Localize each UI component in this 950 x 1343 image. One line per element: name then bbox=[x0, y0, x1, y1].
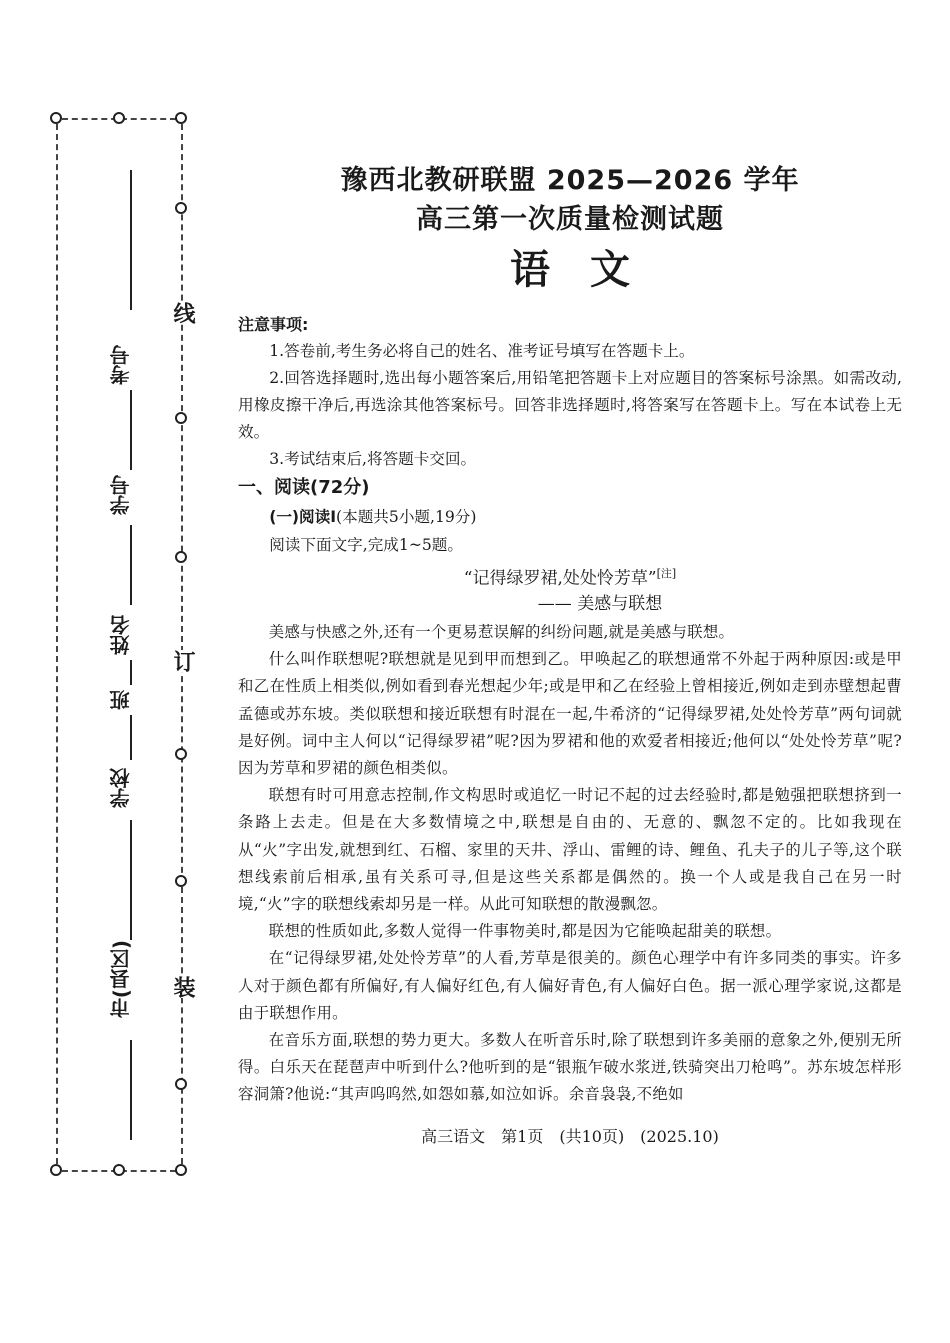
exam-page-content bbox=[238, 150, 902, 1109]
page-footer: 高三语文 第1页 (共10页) (2025.10) bbox=[421, 1127, 719, 1146]
cut-char-zhuang: 装 bbox=[170, 976, 196, 998]
notice-item-3: 3.考试结束后,将答题卡交回。 bbox=[269, 450, 477, 468]
subsection-heading bbox=[238, 503, 902, 531]
ring-icon bbox=[50, 112, 62, 124]
essay-paragraph: 在音乐方面,联想的势力更大。多数人在听音乐时,除了联想到许多美丽的意象之外,便别无所得。白乐天在琵琶声中听到什么?他听到的是“银瓶乍破水浆迸,铁骑突出刀枪鸣”。苏东坡怎样形容洞箫?他说:“其声呜呜然,如怨如慕,如泣如诉。余音袅袅,不绝如 bbox=[238, 1031, 902, 1104]
notice-item-1: 1.答卷前,考生务必将自己的姓名、准考证号填写在答题卡上。 bbox=[269, 342, 695, 360]
subsection-detail: (本题共5小题,19分) bbox=[336, 508, 477, 526]
essay-title bbox=[238, 559, 902, 589]
cut-char-ding: 订 bbox=[170, 650, 196, 672]
ring-icon bbox=[175, 1078, 187, 1090]
ban-underline bbox=[130, 660, 132, 685]
reading-instruction: 阅读下面文字,完成1~5题。 bbox=[269, 536, 463, 554]
ring-icon bbox=[175, 875, 187, 887]
ring-icon bbox=[50, 1164, 62, 1176]
xuehao-label: 学号 bbox=[109, 475, 133, 515]
binding-left-dashes bbox=[56, 124, 58, 1164]
notice-item-2: 2.回答选择题时,选出每小题答案后,用铅笔把答题卡上对应题目的答案标号涂黑。如需改动,用橡皮擦干净后,再选涂其他答案标号。回答非选择题时,将答案写在答题卡上。写在本试卷上无效。 bbox=[238, 369, 902, 441]
essay-paragraph: 联想有时可用意志控制,作文构思时或追忆一时记不起的过去经验时,都是勉强把联想挤到一条路上去走。但是在大多数情境之中,联想是自由的、无意的、飘忽不定的。比如我现在从“火”字出发,就想到红、石榴、家里的天井、浮山、雷鲤的诗、鲤鱼、孔夫子的儿子等,这个联想线索前后相承,虽有关系可寻,但是这些关系都是偶然的。换一个人或是我自己在另一时境,“火”字的联想线索却另是一样。从此可知联想的散漫飘忽。 bbox=[238, 786, 902, 914]
essay-subtitle: —— 美感与联想 bbox=[537, 594, 663, 614]
xingming-label: 姓名 bbox=[109, 615, 133, 655]
xuexiao-underline bbox=[130, 715, 132, 760]
essay-paragraph: 联想的性质如此,多数人觉得一件事物美时,都是因为它能唤起甜美的联想。 bbox=[268, 922, 782, 941]
kaohao-underline bbox=[130, 170, 132, 310]
essay-title-text: “记得绿罗裙,处处怜芳草” bbox=[463, 568, 657, 589]
ring-icon bbox=[175, 551, 187, 563]
subject-title: 语文 bbox=[510, 246, 670, 293]
cut-char-xian: 线 bbox=[170, 302, 196, 324]
essay-paragraph: 美感与快感之外,还有一个更易惹误解的纠纷问题,就是美感与联想。 bbox=[268, 623, 735, 641]
ban-label: 班 bbox=[109, 690, 133, 710]
exam-title-line2: 高三第一次质量检测试题 bbox=[416, 204, 724, 235]
ring-icon bbox=[175, 748, 187, 760]
kaohao-label: 考号 bbox=[109, 345, 133, 385]
ring-icon bbox=[175, 412, 187, 424]
notice-heading: 注意事项: bbox=[238, 315, 309, 334]
essay-paragraph: 什么叫作联想呢?联想就是见到甲而想到乙。甲唤起乙的联想通常不外起于两种原因:或是甲和乙在性质上相类似,例如看到春光想起少年;或是甲和乙在经验上曾相接近,例如走到赤壁想起曹孟德或苏东坡。类似联想和接近联想有时混在一起,牛希济的“记得绿罗裙,处处怜芳草”两句词就是好例。词中主人何以“记得绿罗裙”呢?因为罗裙和他的欢爱者相接近;他何以“处处怜芳草”呢?因为芳草和罗裙的颜色相类似。 bbox=[238, 650, 902, 778]
ring-icon bbox=[175, 112, 187, 124]
shixianqu-underline-top bbox=[130, 820, 132, 940]
exam-title-line1: 豫西北教研联盟 2025—2026 学年 bbox=[340, 165, 800, 196]
binding-right-dashes bbox=[181, 124, 183, 1164]
ring-icon bbox=[113, 1164, 125, 1176]
binding-margin bbox=[0, 0, 230, 1343]
ring-icon bbox=[113, 112, 125, 124]
essay-note-mark: [注] bbox=[656, 567, 677, 580]
xuehao-underline bbox=[130, 390, 132, 470]
shixianqu-label: 市(县区) bbox=[109, 940, 133, 1019]
ring-icon bbox=[175, 202, 187, 214]
essay-paragraph: 在“记得绿罗裙,处处怜芳草”的人看,芳草是很美的。颜色心理学中有许多同类的事实。许多人对于颜色都有所偏好,有人偏好红色,有人偏好青色,有人偏好白色。据一派心理学家说,这都是由于联想作用。 bbox=[238, 949, 902, 1022]
ring-icon bbox=[175, 1164, 187, 1176]
shixianqu-underline-bottom bbox=[130, 1040, 132, 1140]
subsection-label: (一)阅读Ⅰ bbox=[269, 508, 337, 526]
section-heading: 一、阅读(72分) bbox=[238, 477, 370, 498]
xingming-underline bbox=[130, 525, 132, 605]
xuexiao-label: 学校 bbox=[109, 768, 133, 808]
